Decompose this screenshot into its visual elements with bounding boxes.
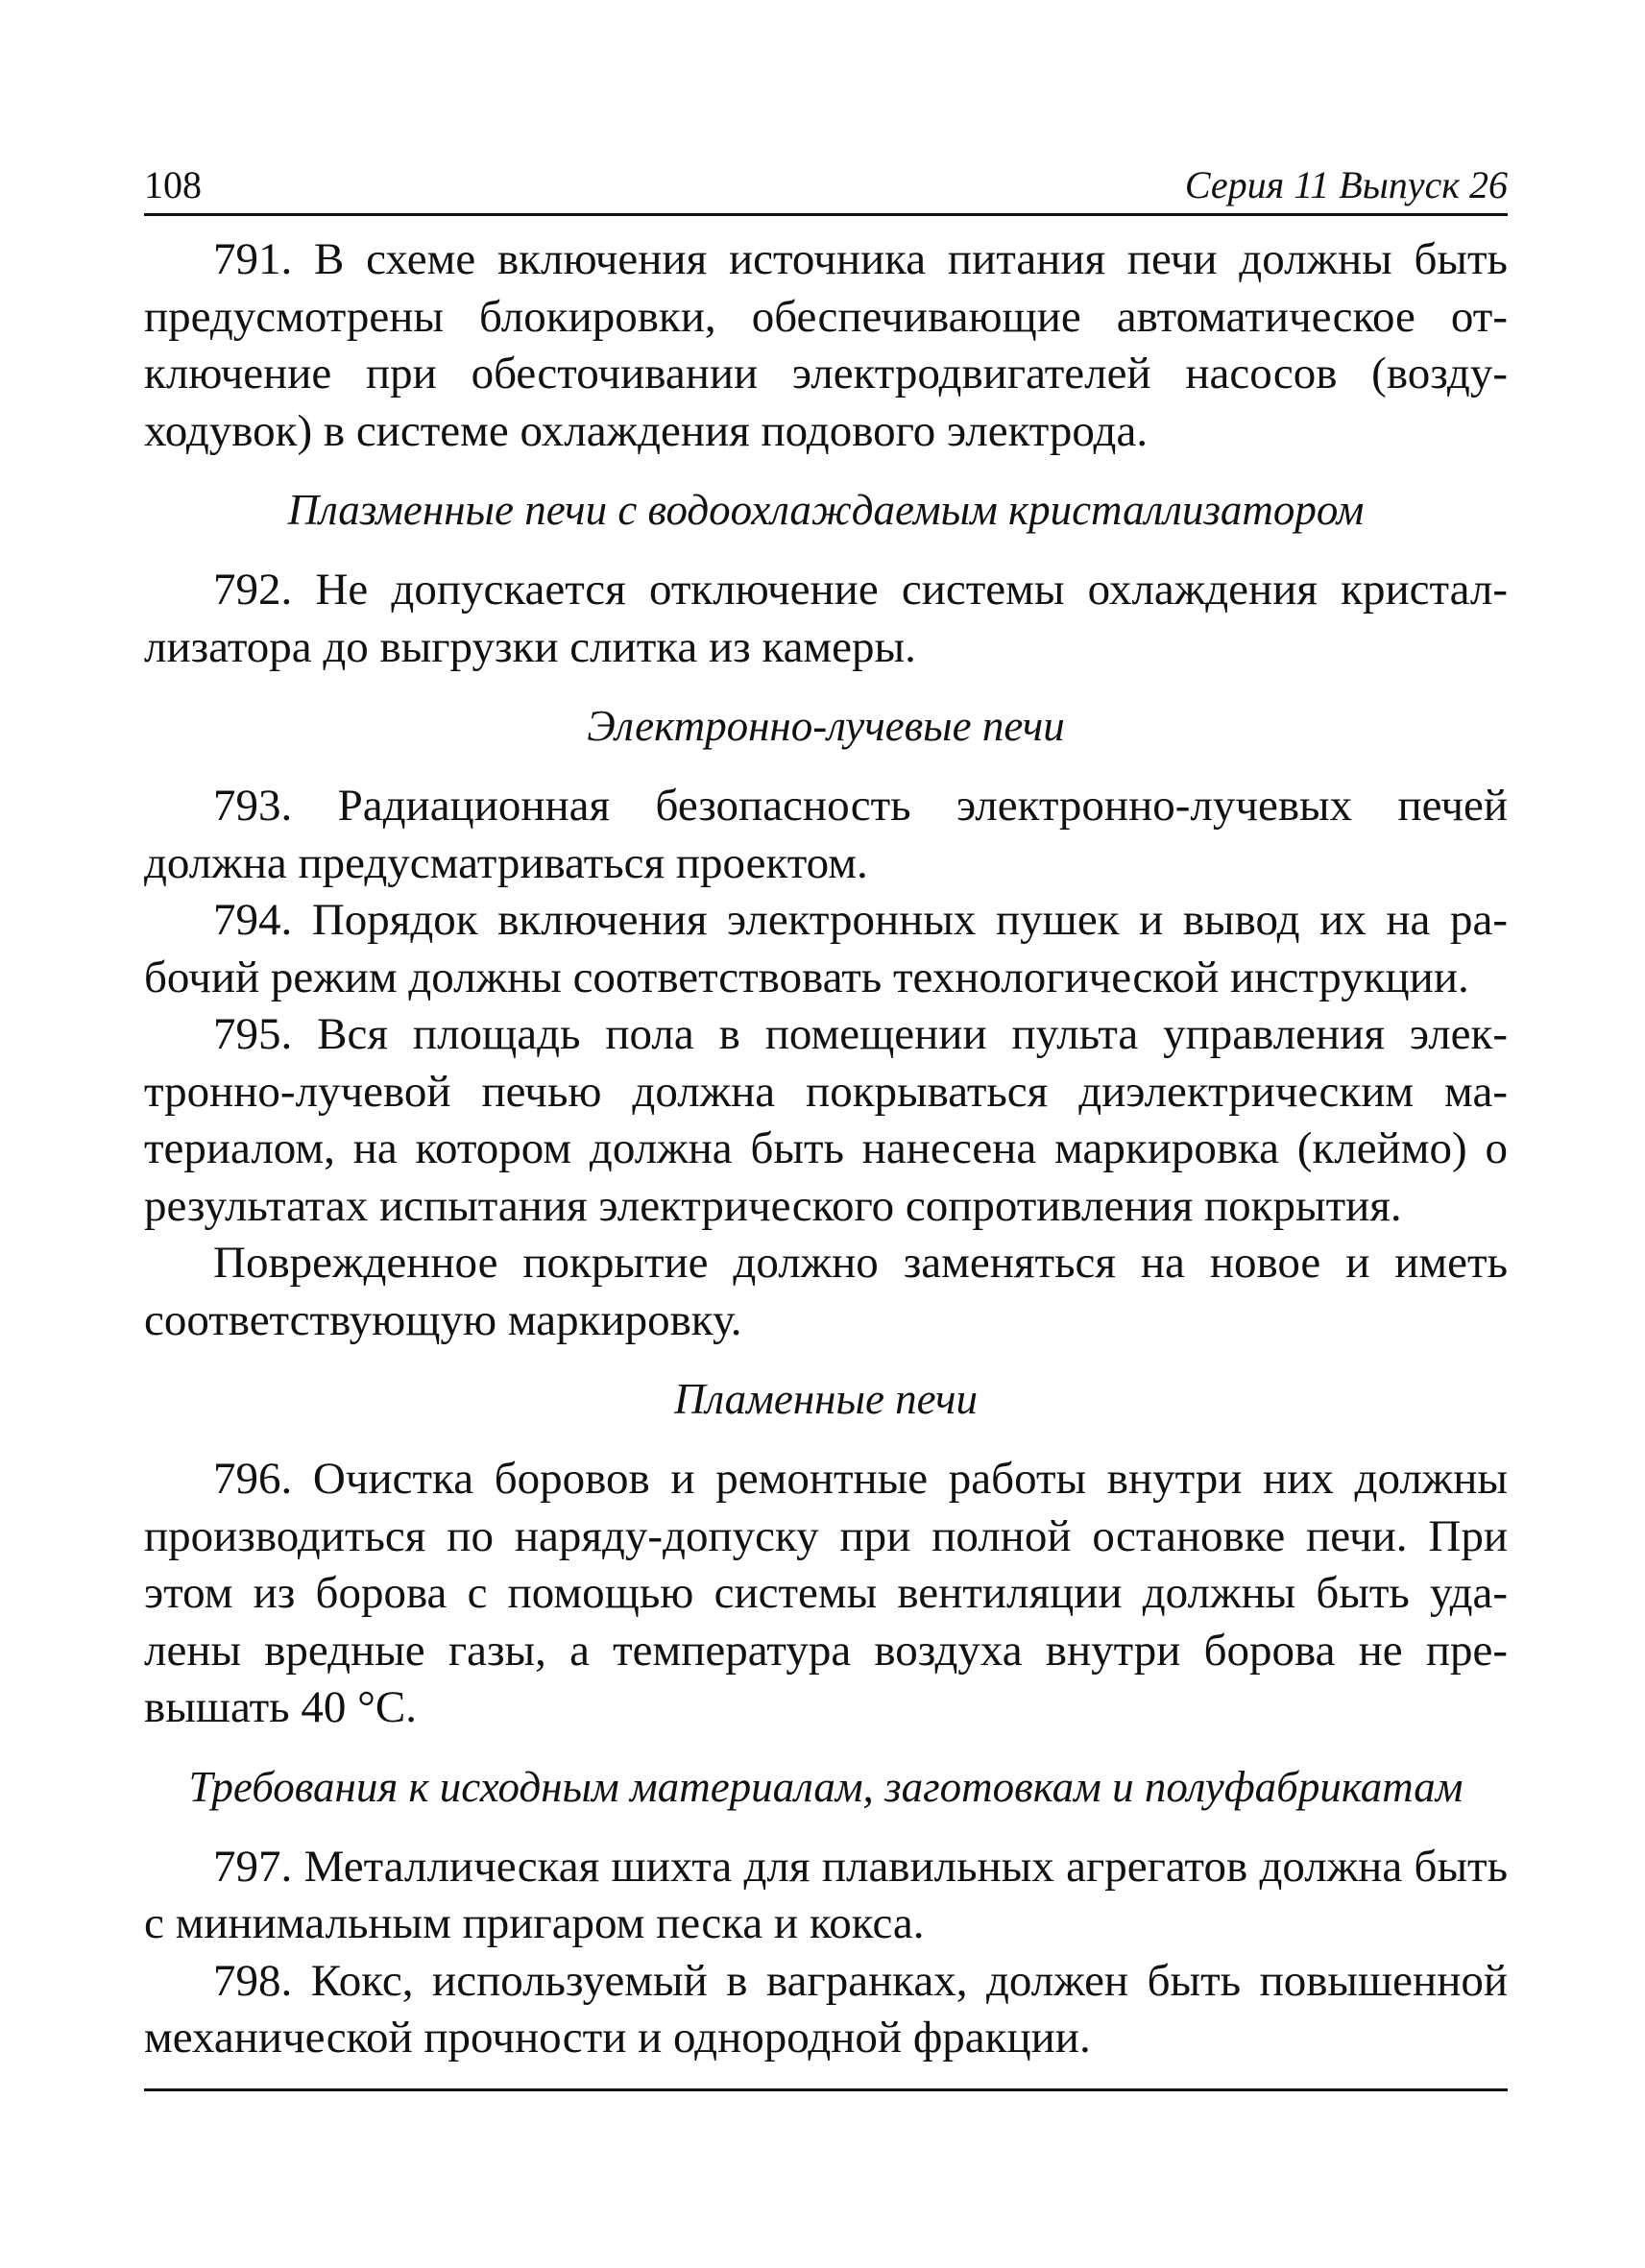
paragraph-797: 797. Металлическая шихта для плавильных агрегатов должна быть с минимальным пригаром песка и кокса. xyxy=(144,1841,1508,1948)
series-title: Серия 11 Выпуск 26 xyxy=(1184,163,1508,206)
paragraph-796: 796. Очистка боровов и ремонтные работы внутри них должны производиться по наряду-допуску при полной остановке печи. При этом из борова с помощью системы вентиляции должны быть удалены вредные газы, а температура воздуха внутри борова не превышать 40 °С. xyxy=(144,1454,1508,1732)
section-heading-electron-beam: Электронно-лучевые печи xyxy=(587,702,1065,750)
document-page xyxy=(144,163,1508,2067)
page-number: 108 xyxy=(144,163,202,206)
section-heading-materials: Требования к исходным материалам, заготовкам и полуфабрикатам xyxy=(188,1762,1464,1811)
paragraph-791: 791. В схеме включения источника питания печи должны быть предусмотрены блокировки, обеспечивающие автоматическое отключение при обесточивании электродвигателей насосов (воздуходувок) в системе охлаждения подового электрода. xyxy=(144,234,1508,456)
document-body xyxy=(144,231,1508,2067)
paragraph-793: 793. Радиационная безопасность электронно-лучевых печей должна предусматриваться проектом. xyxy=(144,781,1508,888)
paragraph-795: 795. Вся площадь пола в помещении пульта управления электронно-лучевой печью должна покрываться диэлектрическим материалом, на котором должна быть нанесена маркировка (клеймо) о результатах испытания электрического сопротивления покрытия. xyxy=(144,1009,1508,1231)
running-header xyxy=(144,163,1508,216)
paragraph-794: 794. Порядок включения электронных пушек и вывод их на рабочий режим должны соответствовать технологической инструкции. xyxy=(144,895,1508,1002)
paragraph-798: 798. Кокс, используемый в вагранках, должен быть повышенной механической прочности и однородной фракции. xyxy=(144,1955,1508,2063)
paragraph-795-continued: Поврежденное покрытие должно заменяться на новое и иметь соответствующую маркировку. xyxy=(144,1238,1508,1345)
section-heading-plasma: Плазменные печи с водоохлаждаемым кристаллизатором xyxy=(287,486,1365,534)
section-heading-flame: Пламенные печи xyxy=(673,1375,979,1423)
paragraph-792: 792. Не допускается отключение системы охлаждения кристаллизатора до выгрузки слитка из камеры. xyxy=(144,565,1508,672)
footer-rule xyxy=(144,2088,1508,2091)
